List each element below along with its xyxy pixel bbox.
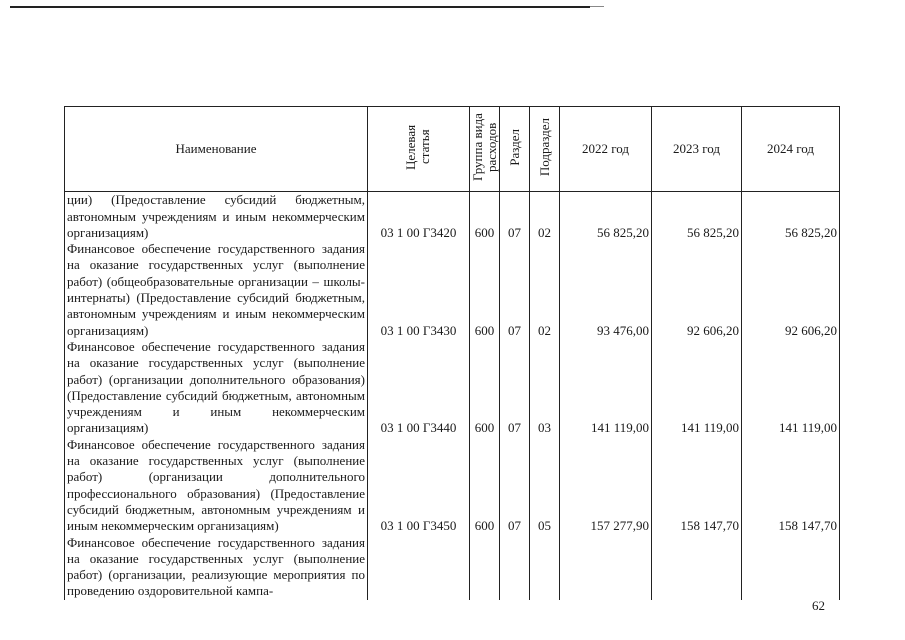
- header-target: [368, 107, 470, 192]
- header-year-2024: 2024 год: [742, 107, 840, 192]
- table-header-row: [65, 107, 840, 192]
- page-number: 62: [812, 598, 825, 613]
- row-group: [470, 535, 500, 600]
- header-section-label: Раздел: [506, 128, 522, 166]
- row-2023: 56 825,20: [652, 192, 742, 241]
- row-target: 03 1 00 Г3440: [368, 339, 470, 437]
- header-group-label: Группа вида расходов: [469, 113, 499, 181]
- row-section: 07: [500, 241, 530, 339]
- header-name: Наименование: [65, 107, 368, 192]
- row-section: 07: [500, 437, 530, 535]
- row-target: 03 1 00 Г3450: [368, 437, 470, 535]
- header-target-label: Целевая статья: [402, 124, 432, 170]
- row-subsection: 02: [530, 192, 560, 241]
- table-row: [65, 339, 840, 437]
- top-rule-tail: [590, 6, 604, 7]
- row-section: [500, 535, 530, 600]
- header-group: [470, 107, 500, 192]
- row-2023: 158 147,70: [652, 437, 742, 535]
- row-subsection: 02: [530, 241, 560, 339]
- table-row: [65, 437, 840, 535]
- row-2023: [652, 535, 742, 600]
- row-name: Финансовое обеспечение государственного задания на оказание государственных услуг (выполнение работ) (общеобразовательные организации – школы-интернаты) (Предоставление субсидий бюджетным, автономным учреждениям и иным некоммерческим организациям): [65, 241, 368, 339]
- header-section: [500, 107, 530, 192]
- row-group: 600: [470, 437, 500, 535]
- table-row: [65, 192, 840, 241]
- budget-table-page: [64, 106, 839, 600]
- header-subsection-label: Подраздел: [536, 117, 552, 177]
- row-name: Финансовое обеспечение государственного задания на оказание государственных услуг (выполнение работ) (организации дополнительного профессионального образования) (Предоставление субсидий бюджетным, автономным учреждениям и иным некоммерческим организациям): [65, 437, 368, 535]
- row-subsection: [530, 535, 560, 600]
- row-2022: 56 825,20: [560, 192, 652, 241]
- row-name: Финансовое обеспечение государственного задания на оказание государственных услуг (выполнение работ) (организации, реализующие мероприятия по проведению оздоровительной кампа-: [65, 535, 368, 600]
- row-subsection: 03: [530, 339, 560, 437]
- table-row: [65, 535, 840, 600]
- row-group: 600: [470, 241, 500, 339]
- row-name: Финансовое обеспечение государственного задания на оказание государственных услуг (выполнение работ) (организации дополнительного образования) (Предоставление субсидий бюджетным, автономным учреждениям и иным некоммерческим организациям): [65, 339, 368, 437]
- row-2024: 158 147,70: [742, 437, 840, 535]
- row-target: [368, 535, 470, 600]
- table-row: [65, 241, 840, 339]
- row-2022: 93 476,00: [560, 241, 652, 339]
- row-section: 07: [500, 339, 530, 437]
- header-subsection: [530, 107, 560, 192]
- row-subsection: 05: [530, 437, 560, 535]
- row-target: 03 1 00 Г3430: [368, 241, 470, 339]
- row-group: 600: [470, 339, 500, 437]
- row-2022: 157 277,90: [560, 437, 652, 535]
- row-2022: [560, 535, 652, 600]
- row-2024: 56 825,20: [742, 192, 840, 241]
- header-year-2022: 2022 год: [560, 107, 652, 192]
- row-2024: [742, 535, 840, 600]
- row-2023: 92 606,20: [652, 241, 742, 339]
- row-2024: 92 606,20: [742, 241, 840, 339]
- row-group: 600: [470, 192, 500, 241]
- row-section: 07: [500, 192, 530, 241]
- row-name: ции) (Предоставление субсидий бюджетным, автономным учреждениям и иным некоммерческим организациям): [65, 192, 368, 241]
- row-2023: 141 119,00: [652, 339, 742, 437]
- row-2022: 141 119,00: [560, 339, 652, 437]
- header-year-2023: 2023 год: [652, 107, 742, 192]
- top-rule: [10, 6, 590, 8]
- row-target: 03 1 00 Г3420: [368, 192, 470, 241]
- budget-table: [64, 106, 840, 600]
- row-2024: 141 119,00: [742, 339, 840, 437]
